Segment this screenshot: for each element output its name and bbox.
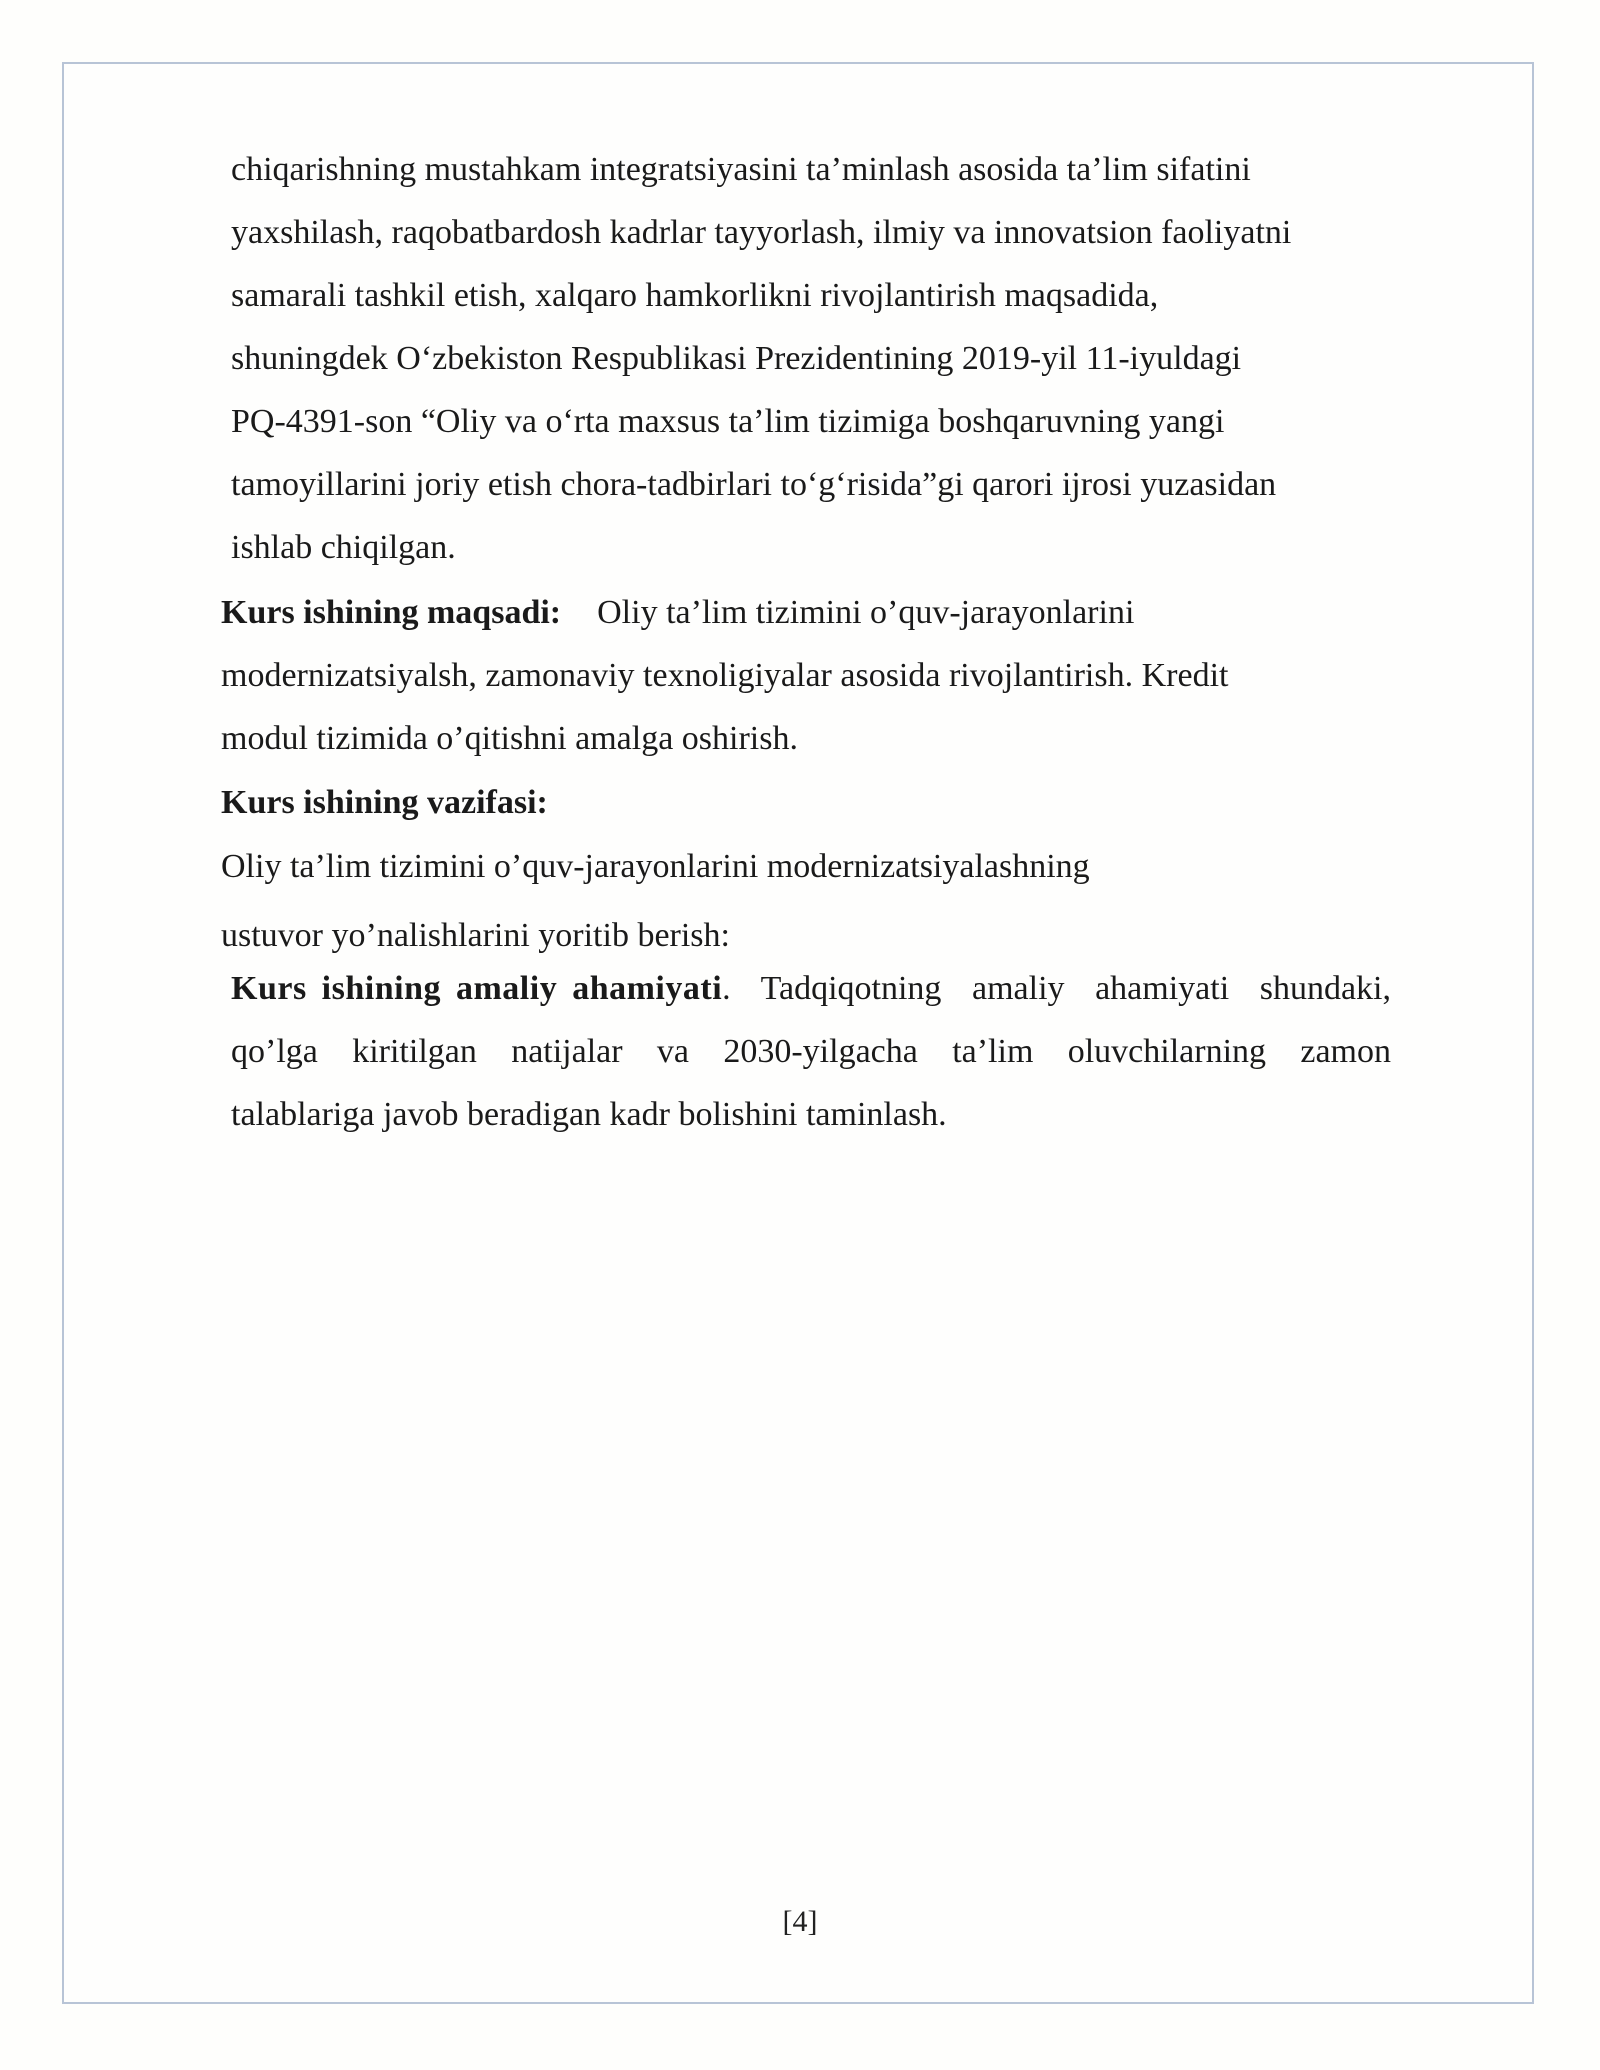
purpose-line-3: modul tizimida o’qitishni amalga oshirish. (221, 720, 798, 757)
significance-text: . Tadqiqotning amaliy ahamiyati shundaki, (722, 970, 1391, 1007)
significance-line-1 (231, 969, 1391, 1009)
page-number: [4] (782, 1905, 818, 1938)
tasks-line-1: Oliy ta’lim tizimini o’quv-jarayonlarini modernizatsiyalashning (221, 848, 1090, 885)
significance-line-3: talablariga javob beradigan kadr bolishini taminlash. (231, 1096, 947, 1133)
intro-line-2: yaxshilash, raqobatbardosh kadrlar tayyorlash, ilmiy va innovatsion faoliyatni (231, 214, 1292, 251)
purpose-line-1 (221, 593, 1134, 633)
significance-heading: Kurs ishining amaliy ahamiyati (231, 970, 723, 1007)
tasks-heading: Kurs ishining vazifasi: (221, 784, 548, 821)
intro-line-1: chiqarishning mustahkam integratsiyasini ta’minlash asosida ta’lim sifatini (231, 151, 1251, 188)
purpose-line-2: modernizatsiyalsh, zamonaviy texnoligiyalar asosida rivojlantirish. Kredit (221, 657, 1229, 694)
purpose-heading: Kurs ishining maqsadi: (221, 594, 562, 631)
significance-line-2: qo’lga kiritilgan natijalar va 2030-yilgacha ta’lim oluvchilarning zamon (231, 1033, 1391, 1070)
tasks-line-2: ustuvor yo’nalishlarini yoritib berish: (221, 917, 730, 954)
intro-line-7: ishlab chiqilgan. (231, 529, 456, 566)
purpose-text: Oliy ta’lim tizimini o’quv-jarayonlarini (597, 594, 1135, 631)
intro-line-6: tamoyillarini joriy etish chora-tadbirlari to‘g‘risida”gi qarori ijrosi yuzasidan (231, 466, 1277, 503)
intro-line-5: PQ-4391-son “Oliy va o‘rta maxsus ta’lim tizimiga boshqaruvning yangi (231, 403, 1225, 440)
intro-line-3: samarali tashkil etish, xalqaro hamkorlikni rivojlantirish maqsadida, (231, 277, 1159, 314)
intro-line-4: shuningdek O‘zbekiston Respublikasi Prezidentining 2019-yil 11-iyuldagi (231, 340, 1242, 377)
